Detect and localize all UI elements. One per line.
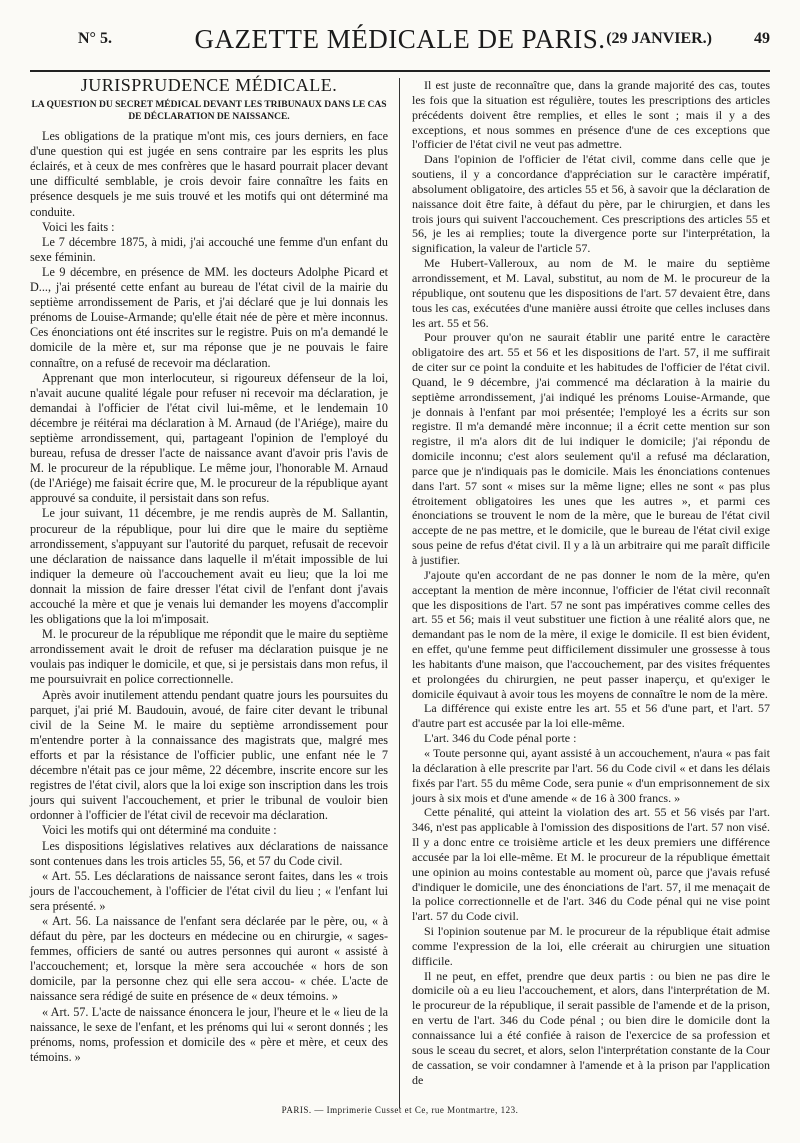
column-divider bbox=[399, 78, 400, 1108]
right-column bbox=[412, 78, 770, 1087]
paragraph: Les obligations de la pratique m'ont mis, ces jours derniers, en face d'une question qui est jugée en sens contraire par les esprits les plus éclairés, et à ceux de mes confrères que le hasard pourrait placer devant une difficulté semblable, je crois devoir faire connaître les faits en présence desquels je me suis trouvé et les motifs qui ont déterminé ma conduite. bbox=[30, 129, 388, 219]
newspaper-title: GAZETTE MÉDICALE DE PARIS. bbox=[194, 24, 606, 54]
paragraph: J'ajoute qu'en accordant de ne pas donner le nom de la mère, qu'en acceptant la mention de mère inconnue, l'officier de l'état civil reconnaît que les dispositions de l'art. 57 ne sont pas impératives comme celles des art. 55 et 56; mais il veut substituer une fiction à une réalité alors que, ne demandant pas le nom de la mère, il exige le domicile. Il est bien évident, en effet, qu'une femme peut difficilement dissimuler une grossesse à tous les habitants d'une maison, que l'accouchement, par des visites fréquentes et prolongées du chirurgien, ne peut passer inaperçu, et qu'exiger le domicile équivaut à avoir tous les moyens de connaître le nom de la mère. bbox=[412, 567, 770, 701]
paragraph: Cette pénalité, qui atteint la violation des art. 55 et 56 visés par l'art. 346, n'est pas applicable à l'omission des dispositions de l'art. 57 non visé. Il y a donc entre ce troisième article et les deux premiers une différence accusée par la loi elle-même. Et M. le procureur de la république émettait une opinion au moins contestable au moment où, parce que j'avais refusé d'indiquer le domicile, une des énonciations de l'art. 57, il me menaçait de la police correctionnelle et de l'art. 346 du Code pénal qui ne vise point l'art. 57 du Code civil. bbox=[412, 805, 770, 924]
paragraph: Le 9 décembre, en présence de MM. les docteurs Adolphe Picard et D..., j'ai présenté cette enfant au bureau de l'état civil de la mairie du septième arrondissement de Paris, et j'ai déclaré que je lui donnais les prénoms de Louise-Armande; qu'elle était née de père et mère inconnus. Ces énonciations ont été inscrites sur le registre. Puis on m'a demandé le domicile de la mère et, sur ma réponse que je ne pouvais le faire connaître, on a refusé de recevoir ma déclaration. bbox=[30, 264, 388, 370]
article-subtitle: LA QUESTION DU SECRET MÉDICAL DEVANT LES TRIBUNAUX DANS LE CAS DE DÉCLARATION DE NAISSANCE. bbox=[31, 100, 387, 123]
issue-number: N° 5. bbox=[78, 30, 112, 47]
paragraph: Dans l'opinion de l'officier de l'état civil, comme dans celle que je soutiens, il y a concordance d'appréciation sur le caractère impératif, absolument obligatoire, des articles 55 et 56, à savoir que la déclaration de naissance doit être faite, à défaut du père, par le chirurgien, et dans les trois jours qui suivent l'accouchement. Ces prescriptions des articles 55 et 56, je les ai remplies; toute la divergence porte sur l'interprétation, la signification, la valeur de l'article 57. bbox=[412, 152, 770, 256]
paragraph: Apprenant que mon interlocuteur, si rigoureux défenseur de la loi, n'avait aucune qualité légale pour refuser ni recevoir ma déclaration, je demandai à l'officier de l'état civil lui-même, et le lendemain 10 décembre je réitérai ma déclaration à M. Arnaud (de l'Ariége), maire du septième arrondissement, qui, partageant l'opinion de l'employé du bureau, refusa de dresser l'acte de naissance avant d'avoir pris l'avis de M. le procureur de la république. Le même jour, l'honorable M. Arnaud (de l'Ariége) me faisait écrire que, M. le procureur de la république ayant approuvé sa conduite, il persistait dans son refus. bbox=[30, 370, 388, 506]
masthead bbox=[30, 20, 770, 72]
paragraph: Voici les faits : bbox=[42, 219, 115, 234]
paragraph: L'art. 346 du Code pénal porte : bbox=[424, 731, 577, 746]
paragraph: Le jour suivant, 11 décembre, je me rendis auprès de M. Sallantin, procureur de la république, pour lui dire que le maire du septième arrondissement, s'appuyant sur l'autorité du parquet, refusait de recevoir une déclaration de naissance dans laquelle il m'était impossible de lui indiquer la demeure où l'accouchement avait eu lieu; que la loi me donnait la mission de faire dresser l'état civil de l'enfant dont j'avais accouché la mère et que je venais lui demander les moyens d'accomplir les obligations que la loi m'imposait. bbox=[30, 506, 388, 627]
paragraph: Il ne peut, en effet, prendre que deux partis : ou bien ne pas dire le domicile où a eu lieu l'accouchement, et alors, dans l'interprétation de M. le procureur de la république, il serait passible de l'amende et de la prison, en vertu de l'art. 346 du Code pénal ; ou bien dire le domicile dont la connaissance lui a été confiée à raison de l'exercice de sa profession et sous le sceau du secret, et alors, selon l'interprétation constante de la Cour de cassation, se voir condamner à l'amende et à la prison par l'application de bbox=[412, 968, 770, 1087]
paragraph: Voici les motifs qui ont déterminé ma conduite : bbox=[42, 823, 277, 838]
section-title: JURISPRUDENCE MÉDICALE. bbox=[80, 75, 338, 95]
paragraph: M. le procureur de la république me répondit que le maire du septième arrondissement avait le droit de refuser ma déclaration puisque je ne voulais pas indiquer le domicile, et que, si je persistais dans mon refus, il me poursuivrait en police correctionnelle. bbox=[30, 627, 388, 687]
paragraph: Si l'opinion soutenue par M. le procureur de la république était admise comme l'expression de la loi, elle créerait au chirurgien une situation difficile. bbox=[412, 924, 770, 968]
page-number: 49 bbox=[754, 30, 770, 47]
quote-article-346: « Toute personne qui, ayant assisté à un accouchement, n'aura « pas fait la déclaration à elle prescrite par l'art. 56 du Code civil « et dans les délais fixés par l'art. 55 du même Code, sera punie « d'un emprisonnement de six jours à six mois et d'une amende « de 16 à 300 francs. » bbox=[412, 745, 770, 805]
quote-article-57: « Art. 57. L'acte de naissance énoncera le jour, l'heure et le « lieu de la naissance, le sexe de l'enfant, et les prénoms qui lui « seront donnés ; les prénoms, noms, profession et domicile des « père et mère, et ceux des témoins. » bbox=[30, 1004, 388, 1064]
issue-date: (29 JANVIER.) bbox=[606, 30, 712, 47]
paragraph: Il est juste de reconnaître que, dans la grande majorité des cas, toutes les fois que la situation est régulière, toutes les prescriptions des articles précédents doivent être remplies, et elles le sont ; mais il y a des exceptions, et nous sommes en présence d'une de ces exceptions que l'officier de l'état civil ne veut pas admettre. bbox=[412, 78, 770, 152]
paragraph: La différence qui existe entre les art. 55 et 56 d'une part, et l'art. 57 d'autre part est accusée par la loi elle-même. bbox=[412, 701, 770, 731]
paragraph: Me Hubert-Valleroux, au nom de M. le maire du septième arrondissement, et M. Laval, substitut, au nom de M. le procureur de la république, ont soutenu que les dispositions de l'art. 57 devaient être, dans tous les cas, exécutées d'une manière aussi étroite que celles incluses dans les art. 55 et 56. bbox=[412, 256, 770, 330]
paragraph: Le 7 décembre 1875, à midi, j'ai accouché une femme d'un enfant du sexe féminin. bbox=[30, 234, 388, 264]
paragraph: Après avoir inutilement attendu pendant quatre jours les poursuites du parquet, j'ai prié M. Baudouin, avoué, de faire citer devant le tribunal civil de la Seine M. le maire du septième arrondissement pour m'entendre porter à la connaissance des magistrats que, malgré mes efforts et par la résistance de l'officier public, une enfant née le 7 décembre n'était pas ce jour même, 22 décembre, inscrite encore sur les registres de l'état civil, alors que la loi exige son inscription dans les trois jours qui suivent l'accouchement, et prier le tribunal de vouloir bien ordonner à l'officier de l'état civil de recevoir ma déclaration. bbox=[30, 687, 388, 823]
paragraph: Pour prouver qu'on ne saurait établir une parité entre le caractère obligatoire des art. 55 et 56 et les dispositions de l'art. 57, il me suffirait de citer sur ce point la conduite et les habitudes de l'officier de l'état civil. Quand, le 9 décembre, j'ai commencé ma déclaration à la mairie du septième arrondissement, j'ai indiqué les prénoms Louise-Armande, que je donnais à l'enfant par moi présentée; l'employé les a écrits sur son registre. Il m'a demandé mère inconnue; il a écrit cette mention sur son registre, il m'a alors dit de lui indiquer le domicile; j'ai répondu de domicile inconnu; c'est alors seulement qu'il a refusé ma déclaration, parce que je n'indiquais pas le domicile. Mais les énonciations contenues dans l'art. 57 sont « mises sur la même ligne; elles ne sont « pas plus étroitement obligatoires les unes que les autres », et parmi ces énonciations se trouvent le nom de la mère, que le bureau de l'état civil accepte de ne pas mettre, et le domicile, que le bureau de l'état civil exige sous peine de refus d'état civil. Il y a là un arbitraire qui me paraît difficile à justifier. bbox=[412, 330, 770, 567]
paragraph: Les dispositions législatives relatives aux déclarations de naissance sont contenues dans les trois articles 55, 56, et 57 du Code civil. bbox=[30, 838, 388, 868]
quote-article-55: « Art. 55. Les déclarations de naissance seront faites, dans les « trois jours de l'accouchement, à l'officier de l'état civil du lieu ; « l'enfant lui sera présenté. » bbox=[30, 868, 388, 913]
printer-imprint: PARIS. — Imprimerie Cusset et Ce, rue Montmartre, 123. bbox=[281, 1105, 519, 1115]
quote-article-56: « Art. 56. La naissance de l'enfant sera déclarée par le père, ou, « à défaut du père, par les docteurs en médecine ou en chirurgie, « sages-femmes, officiers de santé ou autres personnes qui auront « assisté à l'accouchement; et, lorsque la mère sera accouchée « hors de son domicile, par la personne chez qui elle sera accou- « chée. L'acte de naissance sera rédigé de suite en présence de « deux témoins. » bbox=[30, 913, 388, 1004]
left-column bbox=[30, 75, 388, 1065]
